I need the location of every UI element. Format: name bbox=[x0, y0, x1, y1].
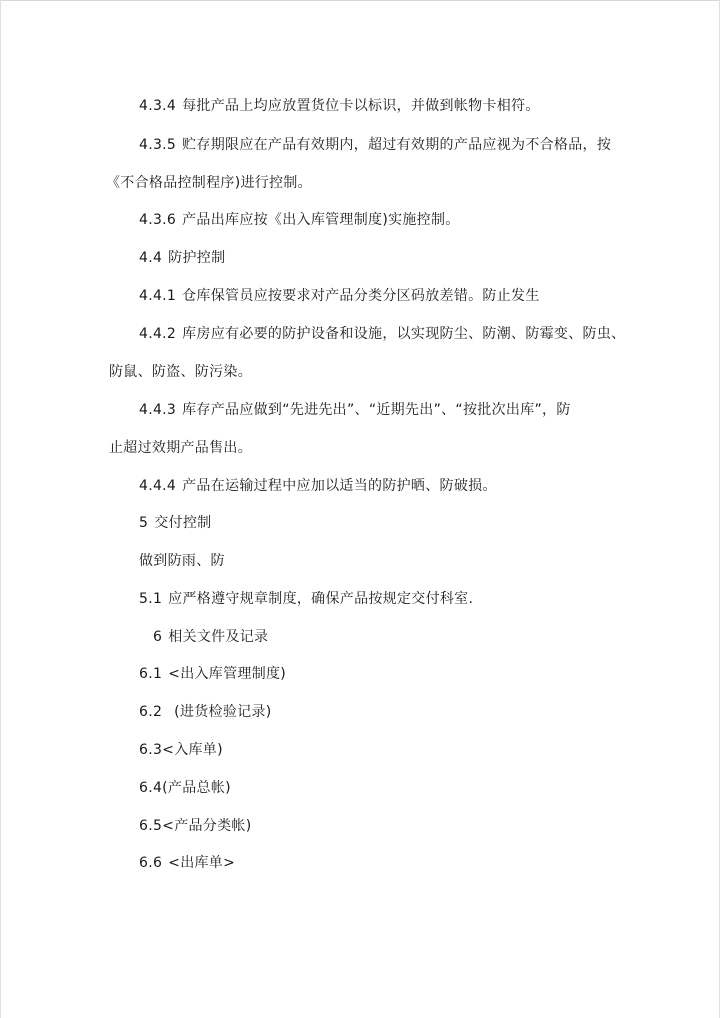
record-6-3 bbox=[139, 740, 223, 760]
clause-number: 4.3.5 bbox=[139, 137, 177, 153]
clause-text: 防鼠、防盗、防污染。 bbox=[109, 364, 252, 380]
clause-number: 4.4.3 bbox=[139, 402, 177, 418]
section-5-heading bbox=[139, 513, 211, 533]
record-6-1 bbox=[139, 664, 286, 684]
clause-text: 库房应有必要的防护设备和设施，以实现防尘、防潮、防霉变、防虫、 bbox=[182, 326, 626, 342]
clause-number: 4.4.1 bbox=[139, 288, 177, 304]
clause-4-4-3 bbox=[139, 400, 571, 420]
clause-text: 贮存期限应在产品有效期内，超过有效期的产品应视为不合格品，按 bbox=[182, 137, 612, 153]
record-number: 6.4 bbox=[139, 780, 163, 796]
clause-number: 4.4.4 bbox=[139, 478, 177, 494]
section-4-4-heading bbox=[139, 248, 225, 268]
clause-4-3-5 bbox=[139, 135, 611, 155]
record-6-4 bbox=[139, 778, 231, 798]
record-6-6 bbox=[139, 853, 235, 873]
clause-text: 止超过效期产品售出。 bbox=[109, 440, 252, 456]
orphan-text-line bbox=[139, 551, 225, 571]
record-number: 6.1 bbox=[139, 666, 163, 682]
record-number: 6.5 bbox=[139, 818, 163, 834]
section-6-heading bbox=[153, 627, 268, 647]
record-6-5 bbox=[139, 816, 251, 836]
record-number: 6.3 bbox=[139, 742, 163, 758]
clause-5-1 bbox=[139, 589, 473, 609]
record-title: <出入库管理制度) bbox=[168, 666, 287, 682]
record-number: 6.6 bbox=[139, 855, 163, 871]
section-number: 4.4 bbox=[139, 250, 163, 266]
clause-text: 产品在运输过程中应加以适当的防护晒、防破损。 bbox=[182, 478, 497, 494]
clause-number: 4.3.4 bbox=[139, 98, 177, 114]
clause-4-3-5-continued bbox=[106, 173, 312, 193]
clause-number: 4.4.2 bbox=[139, 326, 177, 342]
clause-text: 库存产品应做到“先进先出”、“近期先出”、“按批次出库”，防 bbox=[182, 402, 571, 418]
clause-4-4-3-continued bbox=[109, 438, 252, 458]
record-title: <入库单) bbox=[162, 742, 223, 758]
clause-number: 5.1 bbox=[139, 591, 163, 607]
clause-4-4-2-continued bbox=[109, 362, 252, 382]
record-title: (产品总帐) bbox=[162, 780, 231, 796]
clause-text: 仓库保管员应按要求对产品分类分区码放差错。防止发生 bbox=[182, 288, 540, 304]
clause-4-3-6 bbox=[139, 210, 460, 230]
record-number: 6.2 bbox=[139, 704, 163, 720]
section-number: 6 bbox=[153, 629, 163, 645]
clause-4-4-2 bbox=[139, 324, 625, 344]
clause-text: 产品出库应按《出入库管理制度)实施控制。 bbox=[182, 212, 460, 228]
section-number: 5 bbox=[139, 515, 149, 531]
section-title: 防护控制 bbox=[168, 250, 226, 266]
record-title: (进货检验记录) bbox=[174, 704, 272, 720]
clause-text: 应严格遵守规章制度，确保产品按规定交付科室. bbox=[168, 591, 474, 607]
clause-text: 每批产品上均应放置货位卡以标识，并做到帐物卡相符。 bbox=[182, 98, 540, 114]
clause-4-4-1 bbox=[139, 286, 540, 306]
section-title: 交付控制 bbox=[154, 515, 212, 531]
clause-4-4-4 bbox=[139, 476, 497, 496]
record-title: <产品分类帐) bbox=[162, 818, 252, 834]
clause-text: 《不合格品控制程序)进行控制。 bbox=[106, 175, 312, 191]
record-6-2 bbox=[139, 702, 272, 722]
record-title: <出库单> bbox=[168, 855, 236, 871]
clause-number: 4.3.6 bbox=[139, 212, 177, 228]
clause-4-3-4 bbox=[139, 96, 540, 116]
body-text: 做到防雨、防 bbox=[139, 553, 225, 569]
section-title: 相关文件及记录 bbox=[168, 629, 269, 645]
